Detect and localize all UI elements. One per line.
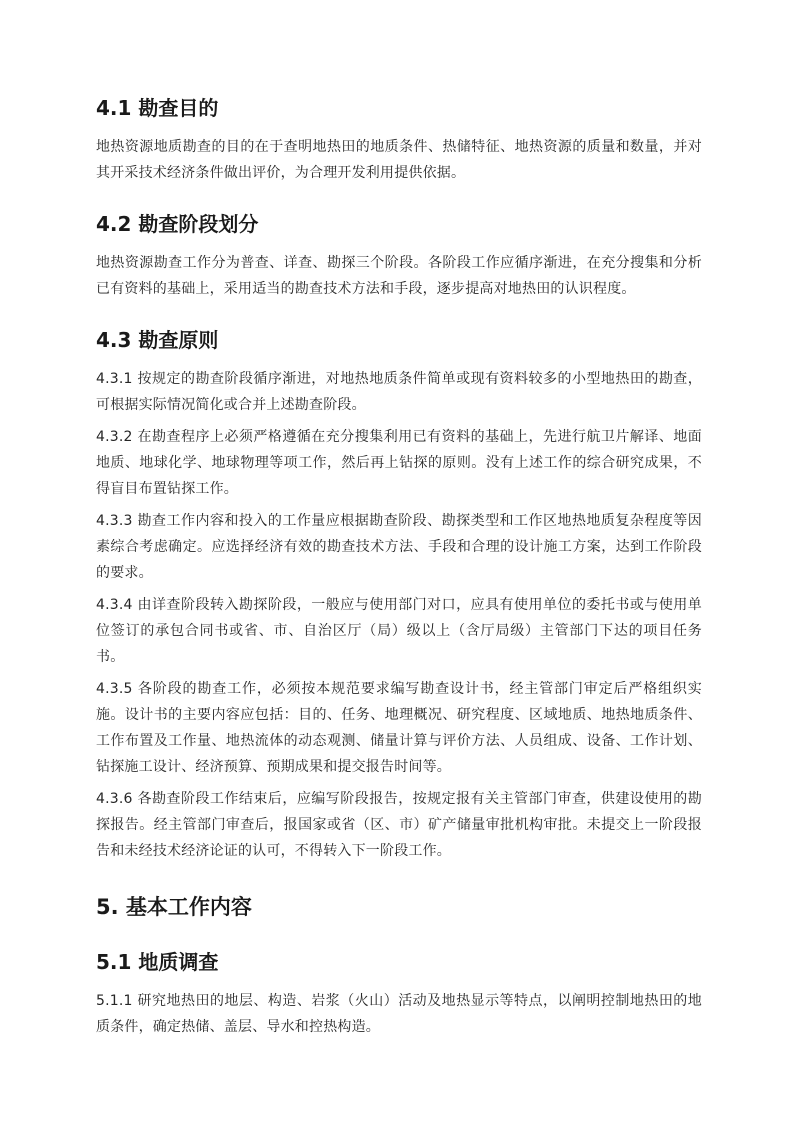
paragraph-4-1: 地热资源地质勘查的目的在于查明地热田的地质条件、热储特征、地热资源的质量和数量，并对其开采技术经济条件做出评价，为合理开发利用提供依据。 [96,139,702,181]
clause-4-3-1: 4.3.1 按规定的勘查阶段循序渐进，对地热地质条件简单或现有资料较多的小型地热田的勘查，可根据实际情况简化或合并上述勘查阶段。 [96,371,702,413]
clause-4-3-6: 4.3.6 各勘查阶段工作结束后，应编写阶段报告，按规定报有关主管部门审查，供建设使用的勘探报告。经主管部门审查后，报国家或省（区、市）矿产储量审批机构审批。未提交上一阶段报告和未经技术经济论证的认可，不得转入下一阶段工作。 [96,791,702,859]
section-heading-4-2: 4.2 勘查阶段划分 [96,212,259,236]
clause-4-3-5: 4.3.5 各阶段的勘查工作，必须按本规范要求编写勘查设计书，经主管部门审定后严格组织实施。设计书的主要内容应包括：目的、任务、地理概况、研究程度、区域地质、地热地质条件、工作布置及工作量、地热流体的动态观测、储量计算与评价方法、人员组成、设备、工作计划、钻探施工设计、经济预算、预期成果和提交报告时间等。 [96,681,702,775]
section-heading-4-1: 4.1 勘查目的 [96,96,219,120]
clause-4-3-3: 4.3.3 勘查工作内容和投入的工作量应根据勘查阶段、勘探类型和工作区地热地质复杂程度等因素综合考虑确定。应选择经济有效的勘查技术方法、手段和合理的设计施工方案，达到工作阶段的要求。 [96,513,702,581]
section-heading-4-3: 4.3 勘查原则 [96,328,219,352]
section-heading-5-1: 5.1 地质调查 [96,950,219,974]
chapter-heading-5: 5. 基本工作内容 [96,895,252,919]
clause-4-3-4: 4.3.4 由详查阶段转入勘探阶段，一般应与使用部门对口，应具有使用单位的委托书或与使用单位签订的承包合同书或省、市、自治区厅（局）级以上（含厅局级）主管部门下达的项目任务书。 [96,597,702,665]
document-page [96,92,702,1040]
clause-5-1-1: 5.1.1 研究地热田的地层、构造、岩浆（火山）活动及地热显示等特点，以阐明控制地热田的地质条件，确定热储、盖层、导水和控热构造。 [96,993,702,1035]
paragraph-4-2: 地热资源勘查工作分为普查、详查、勘探三个阶段。各阶段工作应循序渐进，在充分搜集和分析已有资料的基础上，采用适当的勘查技术方法和手段，逐步提高对地热田的认识程度。 [96,255,702,297]
clause-4-3-2: 4.3.2 在勘查程序上必须严格遵循在充分搜集利用已有资料的基础上，先进行航卫片解译、地面地质、地球化学、地球物理等项工作，然后再上钻探的原则。没有上述工作的综合研究成果，不得盲目布置钻探工作。 [96,429,702,497]
